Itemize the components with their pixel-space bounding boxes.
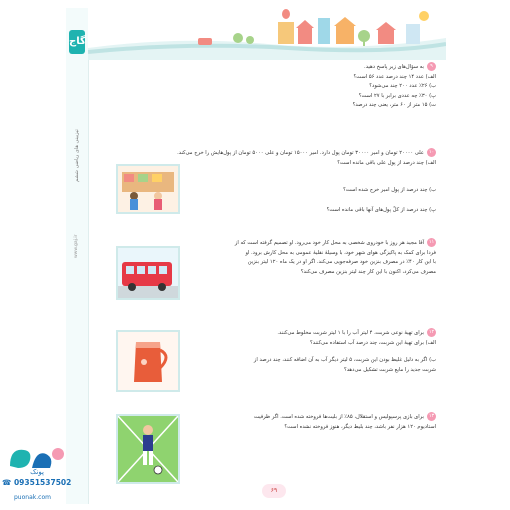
puonak-logo <box>6 440 68 476</box>
page-number: ۶۹ <box>262 484 286 498</box>
question-line: به سؤال‌های زیر پاسخ دهید. <box>364 64 424 70</box>
question-line: استادیوم ۱۲۰ هزار نفر باشد، چند بلیط دیگر، هنوز فروخته نشده است؟ <box>284 423 436 430</box>
question-line: ت) ۱۵ متر از ۶۰ متر، یعنی چند درصد؟ <box>352 102 436 108</box>
bus-illustration <box>116 246 180 300</box>
question-number-badge: ۱۲ <box>428 329 435 335</box>
question-line: الف) چند درصد از پول علی باقی مانده است؟ <box>337 159 436 166</box>
question-13 <box>254 412 436 432</box>
question-line: برای بازی پرسپولیس و استقلال، ۸۵٪ از بلیت‌ها فروخته شده است. اگر ظرفیت <box>254 414 424 420</box>
question-line <box>177 196 436 206</box>
question-line <box>177 168 436 186</box>
question-line: پ) چند درصد از کلّ پول‌های آنها باقی مانده است؟ <box>326 206 436 213</box>
brand-website: puonak.com <box>14 494 51 501</box>
question-number-badge: ۱۳ <box>428 413 435 419</box>
question-number-badge: ۱۱ <box>428 239 435 245</box>
question-line: الف) عدد ۱۴ چند درصد عدد ۵۶ است؟ <box>353 73 436 80</box>
question-line: شربت جدید را مایع شربت تشکیل می‌دهد؟ <box>343 366 436 373</box>
question-10 <box>177 148 436 215</box>
gaj-logo: گاج <box>69 30 85 54</box>
question-9 <box>353 62 436 111</box>
side-book-title: تیزبینی های ریاضی ششم <box>74 129 80 182</box>
shopping-illustration <box>116 164 180 214</box>
question-11 <box>235 238 436 277</box>
city-banner-illustration <box>88 8 446 60</box>
football-player-illustration <box>116 414 180 484</box>
juice-pitcher-illustration <box>116 330 180 392</box>
question-line: ب) اگر به دلیل غلیظ بودن این شربت، ۵ لیتر دیگر آب به آن اضافه کنند، چند درصد از <box>253 357 436 363</box>
question-line: پ) ۳۰٪ چه عددی برابر با ۲۷ است؟ <box>358 92 436 99</box>
question-number-badge: ۹ <box>427 62 436 71</box>
question-line: فردا برای کمک به پاکیزگی هوای شهر خود، با وسیلهٔ نقلیهٔ عمومی به محل کارش برود. او <box>245 249 436 256</box>
question-line: با این کار ۴۰٪ در مصرف بنزین خود صرفه‌جویی می‌کند. اگر او در یک ماه ۱۲۰ لیتر بنزین <box>247 259 436 265</box>
brand-phone: ☎ 09351537502 <box>2 478 72 487</box>
brand-name: پونک <box>30 468 44 476</box>
question-line: برای تهیهٔ نوعی شربت، ۴ لیتر آب را با ۱ لیتر شربت مخلوط می‌کنند. <box>277 330 424 336</box>
question-line <box>254 348 436 356</box>
brand-phone-number: 09351537502 <box>13 478 72 487</box>
question-line: ب) ۲۶٪ عدد ۲۰۰ چند می‌شود؟ <box>369 83 436 89</box>
question-line: مصرف می‌کرد، اکنون با این کار چند لیتر بنزین مصرف می‌کند؟ <box>300 268 436 275</box>
question-line: ب) چند درصد از پول امیر خرج شده است؟ <box>343 187 436 193</box>
question-12 <box>254 328 436 375</box>
question-line: آقا مجید هر روز با خودروی شخصی به محل کار خود می‌رود. او تصمیم گرفته است که از <box>234 240 424 246</box>
side-website: www.gaj.ir <box>74 234 79 258</box>
question-number-badge: ۱۰ <box>428 149 435 155</box>
question-line: الف) برای تهیهٔ این شربت، چند درصد آب استفاده می‌کنند؟ <box>309 339 436 346</box>
question-line: علی ۲۰۰۰۰ تومان و امیر ۳۰۰۰۰ تومان پول دارد. امیر ۱۵۰۰۰ تومان و علی ۵۰۰۰ تومان از پول‌هایش را خرج می‌کند. <box>177 150 424 156</box>
